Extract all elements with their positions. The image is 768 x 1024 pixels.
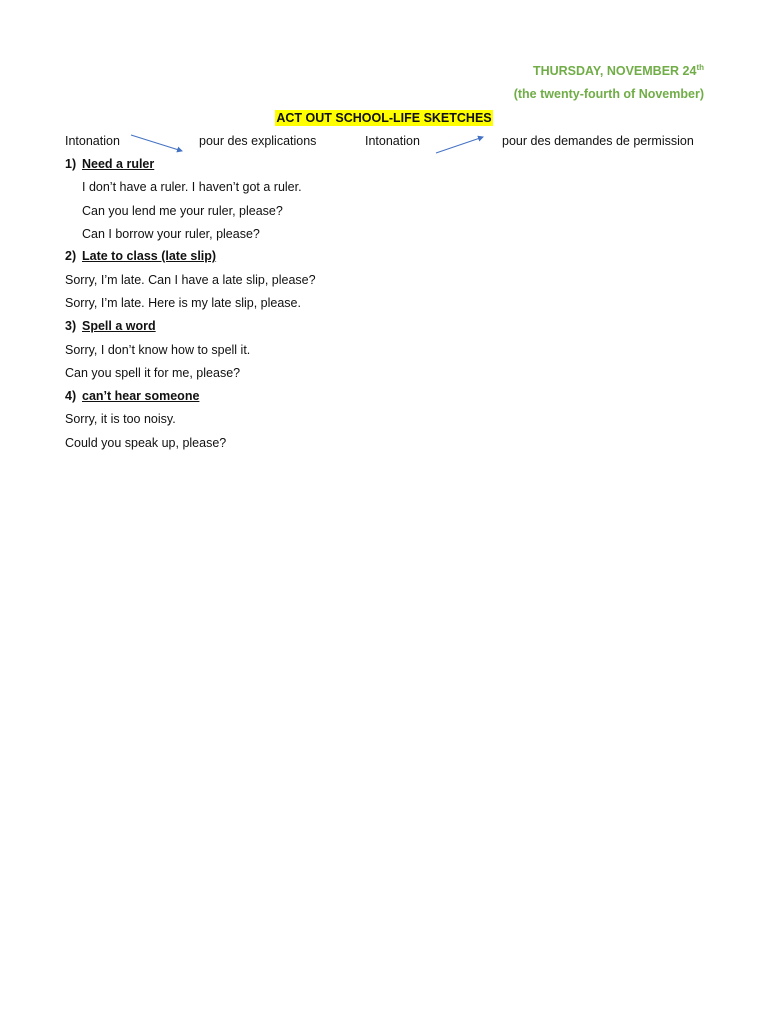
section-heading-cant-hear xyxy=(65,389,199,403)
dialogue-line: Sorry, I’m late. Can I have a late slip, please? xyxy=(65,273,316,287)
section-title: can’t hear someone xyxy=(82,389,200,403)
intonation-arrows xyxy=(0,134,768,158)
section-number: 4) xyxy=(65,389,77,403)
dialogue-line: Sorry, it is too noisy. xyxy=(65,412,176,426)
date-ordinal-suffix: th xyxy=(696,62,704,72)
title-container xyxy=(0,110,768,126)
dialogue-line: Can you lend me your ruler, please? xyxy=(82,204,283,218)
rising-arrow-icon xyxy=(436,137,483,153)
intonation-label-falling: Intonation xyxy=(65,134,120,148)
dialogue-line: Can you spell it for me, please? xyxy=(65,366,241,380)
intonation-label-rising: Intonation xyxy=(365,134,420,148)
date-in-words: (the twenty-fourth of November) xyxy=(513,87,704,101)
section-number: 2) xyxy=(65,249,77,263)
dialogue-line: Sorry, I’m late. Here is my late slip, please. xyxy=(65,296,301,310)
dialogue-line: Can I borrow your ruler, please? xyxy=(82,227,260,241)
date-heading xyxy=(533,64,704,78)
intonation-desc-explanations: pour des explications xyxy=(199,134,317,148)
falling-arrow-icon xyxy=(131,135,182,151)
date-text: THURSDAY, NOVEMBER 24 xyxy=(532,64,697,78)
section-title: Late to class (late slip) xyxy=(82,249,217,263)
section-title: Spell a word xyxy=(82,319,156,333)
dialogue-line: I don’t have a ruler. I haven’t got a ruler. xyxy=(82,180,302,194)
dialogue-line: Sorry, I don’t know how to spell it. xyxy=(65,343,251,357)
section-heading-late-to-class xyxy=(65,249,216,263)
intonation-desc-permission: pour des demandes de permission xyxy=(502,134,694,148)
intonation-legend xyxy=(0,134,768,158)
section-number: 3) xyxy=(65,319,77,333)
dialogue-line: Could you speak up, please? xyxy=(65,436,227,450)
section-title: Need a ruler xyxy=(82,157,155,171)
page-title: ACT OUT SCHOOL-LIFE SKETCHES xyxy=(276,111,492,125)
section-number: 1) xyxy=(65,157,77,171)
section-heading-spell-word xyxy=(65,319,156,333)
section-heading-need-ruler xyxy=(65,157,154,171)
